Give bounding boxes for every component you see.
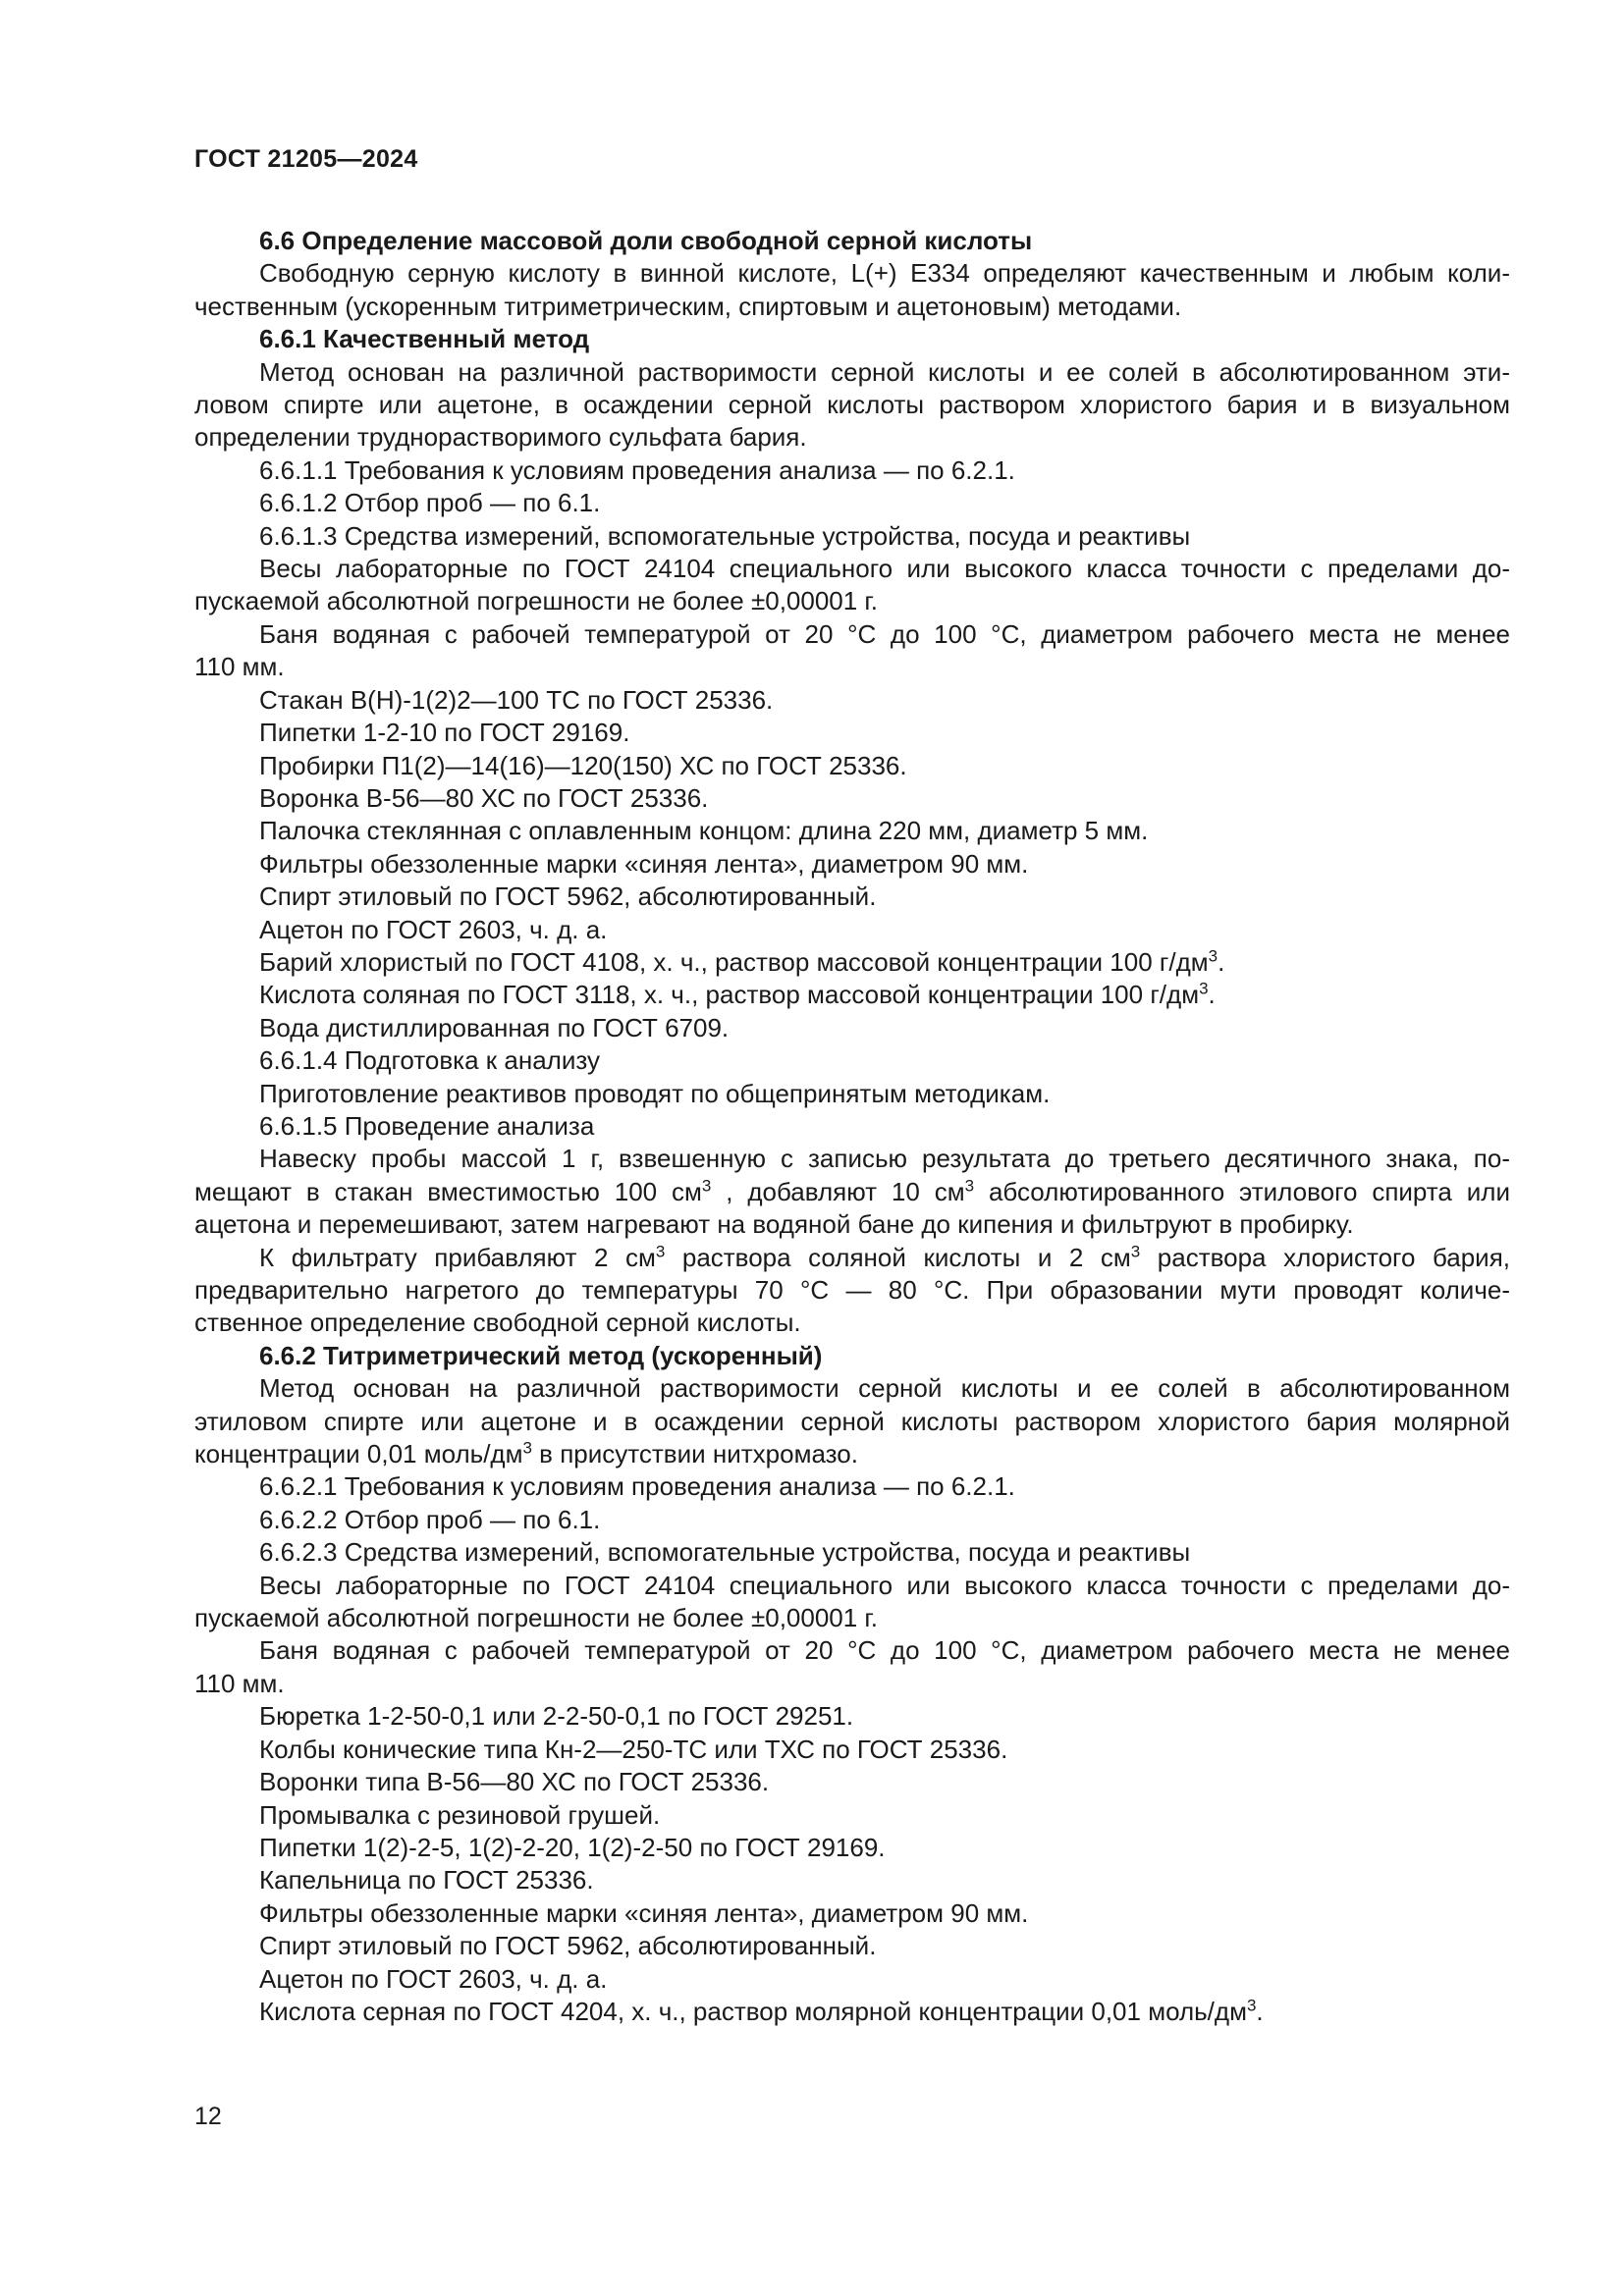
section-6-6-1-title: 6.6.1 Качественный метод — [259, 324, 590, 354]
paragraph-line: 110 мм. — [194, 652, 285, 682]
text-run: в присутствии нитхромазо. — [531, 1439, 858, 1469]
clause-6-6-1-2: 6.6.1.2 Отбор проб — по 6.1. — [259, 488, 601, 518]
paragraph-line: Свободную серную кислоту в винной кислоте, L(+) E334 определяют качественным и любым коли- — [259, 258, 1510, 289]
list-item: Бюретка 1-2-50-0,1 или 2-2-50-0,1 по ГОСТ 29251. — [259, 1701, 854, 1732]
text-run: , добавляют 10 см — [711, 1176, 965, 1206]
list-item — [194, 1996, 1510, 2028]
list-item: Приготовление реактивов проводят по общепринятым методикам. — [259, 1078, 1051, 1108]
list-item: Вода дистиллированная по ГОСТ 6709. — [259, 1012, 730, 1042]
paragraph-line: чественным (ускоренным титриметрическим, спиртовым и ацетоновым) методами. — [194, 291, 1182, 321]
paragraph-line: Навеску пробы массой 1 г, взвешенную с записью результата до третьего десятичного знака, по- — [259, 1144, 1510, 1174]
paragraph-line: Весы лабораторные по ГОСТ 24104 специального или высокого класса точности с пределами до- — [259, 1570, 1510, 1600]
text-run: абсолютированного этилового спирта или — [974, 1176, 1510, 1206]
superscript: 3 — [1130, 1241, 1141, 1260]
list-item: Ацетон по ГОСТ 2603, ч. д. а. — [259, 1963, 608, 1994]
superscript: 3 — [1246, 1996, 1257, 2015]
page-content — [194, 225, 1510, 2028]
list-item: Фильтры обеззоленные марки «синяя лента», диаметром 90 мм. — [259, 848, 1029, 879]
clause-6-6-2-3: 6.6.2.3 Средства измерений, вспомогательные устройства, посуда и реактивы — [259, 1537, 1191, 1568]
paragraph-line: ацетона и перемешивают, затем нагревают на водяной бане до кипения и фильтруют в пробирку. — [194, 1209, 1354, 1240]
paragraph-line — [194, 1242, 1510, 1274]
text-run: концентрации 0,01 моль/дм — [194, 1439, 523, 1469]
paragraph-line: Весы лабораторные по ГОСТ 24104 специального или высокого класса точности с пределами до- — [259, 554, 1510, 584]
text-run: Барий хлористый по ГОСТ 4108, х. ч., раствор массовой концентрации 100 г/дм — [259, 946, 1209, 977]
text-run: . — [1256, 1996, 1264, 2026]
paragraph-line: 110 мм. — [194, 1668, 285, 1698]
list-item: Фильтры обеззоленные марки «синяя лента», диаметром 90 мм. — [259, 1897, 1029, 1928]
text-run: раствора соляной кислоты и 2 см — [665, 1242, 1131, 1272]
list-item: Воронки типа В-56—80 ХС по ГОСТ 25336. — [259, 1767, 770, 1797]
list-item: Колбы конические типа Кн-2—250-ТС или ТХС по ГОСТ 25336. — [259, 1734, 1008, 1764]
list-item — [194, 946, 1510, 979]
paragraph-line: ственное определение свободной серной кислоты. — [194, 1308, 801, 1338]
paragraph-line: Баня водяная с рабочей температурой от 20 °С до 100 °С, диаметром рабочего места не менее — [259, 618, 1510, 649]
list-item: Промывалка с резиновой грушей. — [259, 1799, 661, 1830]
paragraph-line: ловом спирте или ацетоне, в осаждении серной кислоты раствором хлористого бария и в визуальном — [194, 390, 1510, 420]
paragraph-line — [194, 1176, 1510, 1208]
clause-6-6-2-2: 6.6.2.2 Отбор проб — по 6.1. — [259, 1504, 601, 1534]
page-number: 12 — [194, 2103, 222, 2130]
text-run: К фильтрату прибавляют 2 см — [259, 1242, 656, 1272]
clause-6-6-1-3: 6.6.1.3 Средства измерений, вспомогательные устройства, посуда и реактивы — [259, 520, 1191, 551]
paragraph-line: Метод основан на различной растворимости серной кислоты и ее солей в абсолютированном — [259, 1373, 1510, 1404]
text-run: Кислота серная по ГОСТ 4204, х. ч., раствор молярной концентрации 0,01 моль/дм — [259, 1996, 1247, 2026]
list-item: Воронка В-56—80 ХС по ГОСТ 25336. — [259, 782, 709, 813]
superscript: 3 — [701, 1176, 712, 1196]
paragraph-line: определении труднорастворимого сульфата бария. — [194, 422, 807, 453]
paragraph-line: пускаемой абсолютной погрешности не более ±0,00001 г. — [194, 586, 878, 616]
paragraph-line: пускаемой абсолютной погрешности не более ±0,00001 г. — [194, 1603, 878, 1633]
clause-6-6-1-4: 6.6.1.4 Подготовка к анализу — [259, 1045, 601, 1076]
list-item: Капельница по ГОСТ 25336. — [259, 1865, 594, 1896]
paragraph-line: Баня водяная с рабочей температурой от 20 °С до 100 °С, диаметром рабочего места не менее — [259, 1635, 1510, 1666]
text-run: . — [1208, 980, 1216, 1010]
list-item: Спирт этиловый по ГОСТ 5962, абсолютированный. — [259, 881, 877, 912]
clause-6-6-1-1: 6.6.1.1 Требования к условиям проведения анализа — по 6.2.1. — [259, 454, 1015, 485]
list-item: Пипетки 1(2)-2-5, 1(2)-2-20, 1(2)-2-50 по ГОСТ 29169. — [259, 1832, 886, 1862]
list-item: Пипетки 1-2-10 по ГОСТ 29169. — [259, 718, 630, 748]
section-6-6-title: 6.6 Определение массовой доли свободной серной кислоты — [259, 226, 1033, 255]
clause-6-6-2-1: 6.6.2.1 Требования к условиям проведения анализа — по 6.2.1. — [259, 1471, 1015, 1502]
clause-6-6-1-5: 6.6.1.5 Проведение анализа — [259, 1110, 595, 1141]
list-item: Спирт этиловый по ГОСТ 5962, абсолютированный. — [259, 1931, 877, 1961]
superscript: 3 — [964, 1176, 975, 1196]
paragraph-line: предварительно нагретого до температуры 70 °С — 80 °С. При образовании мути проводят количе- — [194, 1275, 1510, 1305]
superscript: 3 — [1199, 979, 1209, 998]
superscript: 3 — [1208, 946, 1218, 966]
text-run: мещают в стакан вместимостью 100 см — [194, 1176, 702, 1206]
paragraph-line: этиловом спирте или ацетоне и в осаждении серной кислоты раствором хлористого бария молярной — [194, 1406, 1510, 1436]
paragraph-line: Метод основан на различной растворимости серной кислоты и ее солей в абсолютированном эти- — [259, 356, 1510, 387]
text-run: . — [1218, 946, 1225, 977]
text-run: Кислота соляная по ГОСТ 3118, х. ч., раствор массовой концентрации 100 г/дм — [259, 980, 1200, 1010]
paragraph-line — [194, 1438, 1510, 1470]
superscript: 3 — [655, 1241, 666, 1260]
text-run: раствора хлористого бария, — [1140, 1242, 1511, 1272]
section-6-6-2-title: 6.6.2 Титриметрический метод (ускоренный) — [259, 1340, 823, 1370]
list-item — [194, 979, 1510, 1011]
list-item: Стакан В(Н)-1(2)2—100 ТС по ГОСТ 25336. — [259, 684, 774, 715]
list-item: Ацетон по ГОСТ 2603, ч. д. а. — [259, 914, 608, 944]
list-item: Палочка стеклянная с оплавленным концом: длина 220 мм, диаметр 5 мм. — [259, 816, 1149, 846]
doc-title: ГОСТ 21205—2024 — [194, 145, 418, 173]
superscript: 3 — [522, 1438, 532, 1458]
list-item: Пробирки П1(2)—14(16)—120(150) ХС по ГОСТ 25336. — [259, 750, 907, 780]
